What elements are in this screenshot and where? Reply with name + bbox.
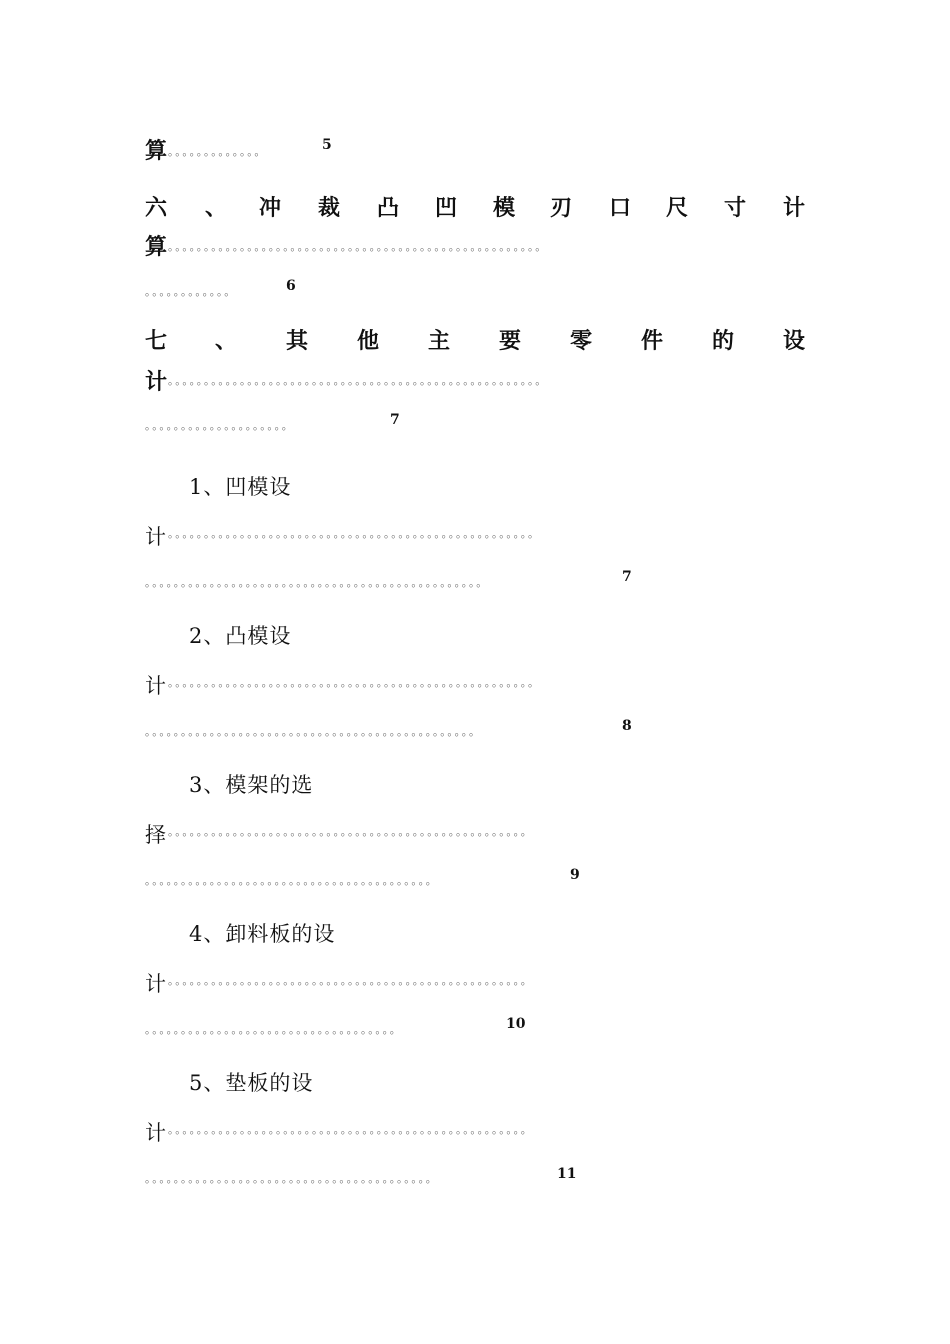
title-char: 件 (641, 328, 664, 354)
title-char: 模 (493, 195, 516, 221)
leader-dots: 。。。。。。。。。。。。 (145, 285, 237, 298)
sub-entry-label: 2、凸模设 (189, 624, 292, 648)
leader-dots: 。。。。。。。。。。。。。。。。。。。。。。。。。。。。。。。。。。。。。。。。。。。。。。。。。。 (168, 974, 534, 987)
title-char: 、 (215, 328, 238, 354)
sub-entry-tail: 计 (145, 674, 166, 698)
sub-entry-tail: 计 (145, 525, 166, 549)
toc-entry-6-title (0, 195, 950, 221)
leader-dots: 。。。。。。。。。。。。。。。。。。。。。。。。。。。。。。。。。。。。。。。。。。。。。。。。。。 (168, 825, 534, 838)
title-char: 计 (783, 195, 806, 221)
title-char: 要 (499, 328, 522, 354)
sub-entry-label: 1、凹模设 (189, 475, 292, 499)
sub-entry-label: 4、卸料板的设 (189, 922, 336, 946)
title-char: 六 (145, 195, 168, 221)
page-number: 7 (622, 569, 632, 585)
toc-entry-7-title (0, 328, 950, 354)
leader-dots: 。。。。。。。。。。。。。。。。。。。。。。。。。。。。。。。。。。。。。。。。。。。。。。 (145, 725, 482, 738)
leader-dots: 。。。。。。。。。。。。。。。。。。。。。。。。。。。。。。。。。。。。。。。。。。。。。。。。。。。 (168, 527, 541, 540)
sub-entry-label: 5、垫板的设 (189, 1071, 314, 1095)
title-char: 冲 (259, 195, 282, 221)
page-number: 5 (322, 137, 332, 153)
title-char: 七 (145, 328, 168, 354)
title-char: 凹 (435, 195, 458, 221)
page-number: 9 (570, 867, 580, 883)
leader-dots: 。。。。。。。。。。。。。 (168, 145, 268, 158)
title-char: 他 (357, 328, 380, 354)
sub-entry-tail: 计 (145, 972, 166, 996)
sub-entry-tail: 计 (145, 1121, 166, 1145)
page-number: 10 (506, 1016, 526, 1032)
toc-entry-7-tail: 计 (145, 369, 168, 395)
title-char: 口 (609, 195, 632, 221)
leader-dots: 。。。。。。。。。。。。。。。。。。。。。。。。。。。。。。。。。。。。。。。。。。。。。。。。。。。。 (168, 374, 548, 387)
title-char: 凸 (377, 195, 400, 221)
title-char: 的 (712, 328, 735, 354)
page-number: 8 (622, 718, 632, 734)
leader-dots: 。。。。。。。。。。。。。。。。。。。。。。。。。。。。。。。。。。。。。。。。。。。。。。。。。。。 (168, 676, 541, 689)
toc-entry-5-tail: 算 (145, 138, 168, 164)
toc-entry-6-tail: 算 (145, 234, 168, 260)
leader-dots: 。。。。。。。。。。。。。。。。。。。。。。。。。。。。。。。。。。。。。。。。。。。。。。。。。。。。 (168, 240, 548, 253)
title-char: 其 (286, 328, 309, 354)
title-char: 裁 (318, 195, 341, 221)
title-char: 主 (428, 328, 451, 354)
title-char: 零 (570, 328, 593, 354)
sub-entry-tail: 择 (145, 823, 166, 847)
leader-dots: 。。。。。。。。。。。。。。。。。。。。 (145, 419, 295, 432)
leader-dots: 。。。。。。。。。。。。。。。。。。。。。。。。。。。。。。。。。。。。。。。。 (145, 874, 439, 887)
title-char: 寸 (724, 195, 747, 221)
page-number: 11 (557, 1166, 577, 1182)
leader-dots: 。。。。。。。。。。。。。。。。。。。。。。。。。。。。。。。。。。。 (145, 1023, 403, 1036)
title-char: 尺 (666, 195, 689, 221)
page-number: 7 (390, 412, 400, 428)
page-number: 6 (286, 278, 296, 294)
title-char: 设 (783, 328, 806, 354)
sub-entry-label: 3、模架的选 (189, 773, 314, 797)
leader-dots: 。。。。。。。。。。。。。。。。。。。。。。。。。。。。。。。。。。。。。。。。。。。。。。。 (145, 576, 489, 589)
title-char: 刃 (550, 195, 573, 221)
title-char: 、 (205, 195, 228, 221)
leader-dots: 。。。。。。。。。。。。。。。。。。。。。。。。。。。。。。。。。。。。。。。。。。。。。。。。。。 (168, 1123, 534, 1136)
leader-dots: 。。。。。。。。。。。。。。。。。。。。。。。。。。。。。。。。。。。。。。。。 (145, 1172, 439, 1185)
